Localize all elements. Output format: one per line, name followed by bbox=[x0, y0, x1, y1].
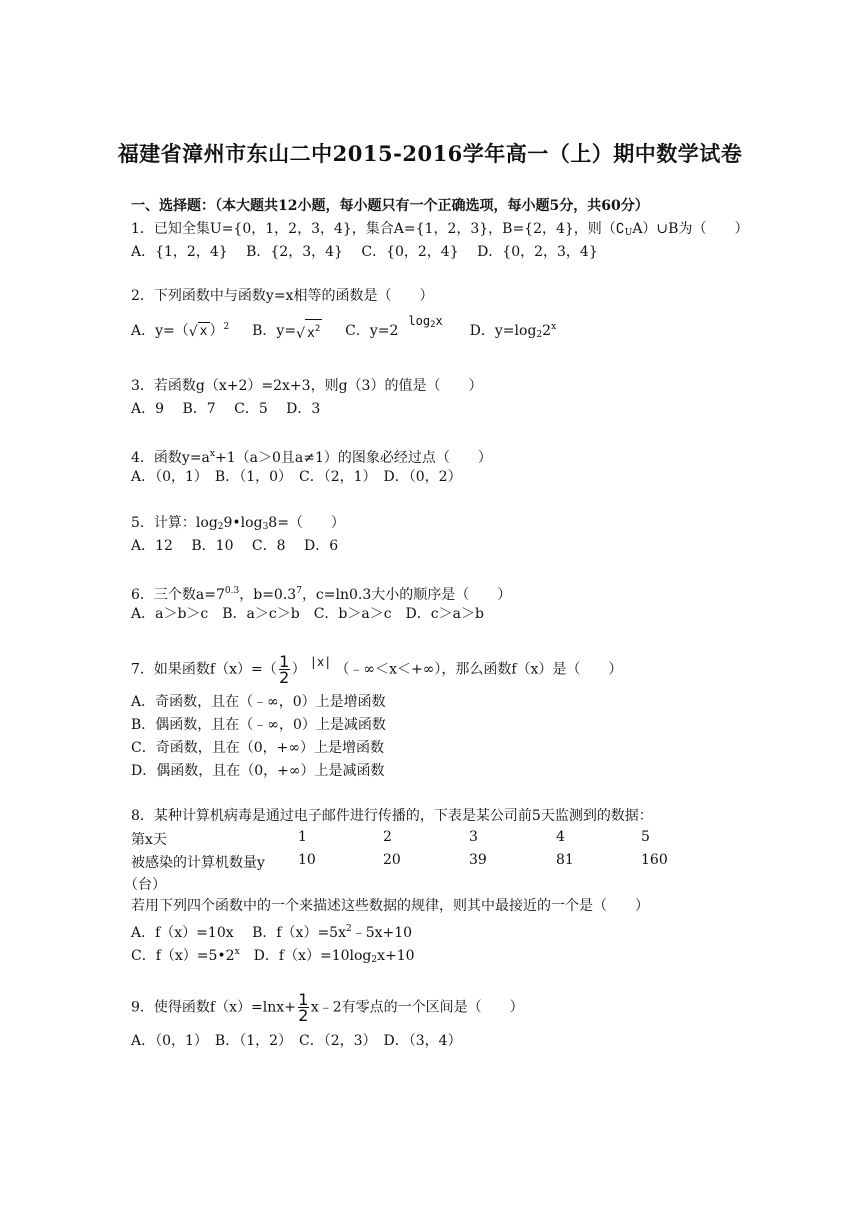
sqrt-symbol: √ x bbox=[188, 323, 208, 340]
table-cell: 81 bbox=[556, 852, 574, 868]
section-heading: 一、选择题：（本大题共12小题，每小题只有一个正确选项，每小题5分，共60分） bbox=[131, 198, 649, 214]
question-8-stem: 8．某种计算机病毒是通过电子邮件进行传播的，下表是某公司前5天监测到的数据： bbox=[131, 808, 653, 824]
question-8-options-ab: A．f（x）=10x B．$f(x)=5x^2﹣5x+10$ bbox=[131, 924, 413, 941]
table-row-label: 第x天 bbox=[131, 832, 167, 848]
question-5-stem: 5．计算：$\log_29•\log_38=$（ ） bbox=[131, 515, 345, 532]
table-row-label-unit: （台） bbox=[124, 877, 166, 893]
table-cell: 39 bbox=[469, 852, 487, 868]
question-4-options: A．（0，1） B．（1，0） C．（2，1） D．（0，2） bbox=[131, 469, 462, 485]
question-5-options: A．12 B．10 C．8 D．6 bbox=[131, 538, 339, 554]
table-cell: 160 bbox=[641, 852, 668, 868]
question-2-stem: 2．下列函数中与函数y=x相等的函数是（ ） bbox=[131, 288, 434, 304]
table-cell: 10 bbox=[298, 852, 316, 868]
table-cell: 3 bbox=[469, 829, 478, 845]
question-7-option-a: A．奇函数，且在（﹣∞，0）上是增函数 bbox=[131, 694, 386, 710]
question-8-options-cd: C．$f(x)=5•2^x$ D．$f(x)=10\log_2x+10$ bbox=[131, 947, 415, 965]
question-1-options: A．{1，2，4} B．{2，3，4} C．{0，2，4} D．{0，2，3，4} bbox=[131, 244, 598, 260]
question-2-options bbox=[131, 314, 557, 344]
question-7-stem: 7．如果函数f（x）=（ $\frac{1}{2}$ ） |x| （﹣∞＜x＜+∞），那么函数f（x）是（ ） bbox=[131, 652, 623, 687]
table-cell: 4 bbox=[556, 829, 565, 845]
question-3-options: A．9 B．7 C．5 D．3 bbox=[131, 401, 321, 417]
fraction-one-half: $\frac{1}{2}$ bbox=[298, 990, 309, 1025]
question-9-options: A．（0，1） B．（1，2） C．（2，3） D．（3，4） bbox=[131, 1033, 462, 1049]
page-title: 福建省漳州市东山二中2015-2016学年高一（上）期中数学试卷 bbox=[117, 141, 743, 166]
option-c: C．$y=2\log_2x$ bbox=[345, 314, 443, 339]
question-7-option-c: C．奇函数，且在（0，+∞）上是增函数 bbox=[131, 740, 385, 756]
question-6-stem: 6．三个数$a=7^{0.3}$，$b=0.3^7$，c=ln0.3大小的顺序是（ ） bbox=[131, 586, 512, 603]
table-cell: 1 bbox=[298, 829, 307, 845]
option-a: A．y=（√ x ）$^2$ bbox=[131, 322, 230, 340]
table-row-label: 被感染的计算机数量y bbox=[131, 855, 265, 871]
sqrt-symbol: √ $x^2$ bbox=[296, 319, 322, 343]
question-8-stem-2: 若用下列四个函数中的一个来描述这些数据的规律，则其中最接近的一个是（ ） bbox=[131, 898, 649, 914]
option-d: D．$y=\log_22^x$ bbox=[469, 322, 557, 340]
question-4-stem: 4．函数$y=a^x+1(a>0$且a≠1）的图象必经过点（ ） bbox=[131, 449, 492, 466]
option-b: B．y=√ $x^2$ bbox=[252, 323, 322, 339]
question-3-stem: 3．若函数g（x+2）=2x+3，则g（3）的值是（ ） bbox=[131, 378, 483, 394]
question-9-stem: 9．使得函数f（x）=lnx+ $\frac{1}{2}$ x﹣2有零点的一个区间是（ ） bbox=[131, 990, 524, 1025]
question-1-stem: 1．已知全集U={0，1，2，3，4}，集合A={1，2，3}，B={2，4}，则$(∁_UA)\cup B$为（ ） bbox=[131, 221, 749, 238]
fraction-one-half: $\frac{1}{2}$ bbox=[279, 652, 290, 687]
question-6-options: A．a＞b＞c B．a＞c＞b C．b＞a＞c D．c＞a＞b bbox=[131, 606, 484, 622]
table-cell: 20 bbox=[383, 852, 401, 868]
question-7-option-d: D．偶函数，且在（0，+∞）上是减函数 bbox=[131, 763, 385, 779]
question-7-option-b: B．偶函数，且在（﹣∞，0）上是减函数 bbox=[131, 717, 386, 733]
table-cell: 5 bbox=[641, 829, 650, 845]
table-cell: 2 bbox=[383, 829, 392, 845]
